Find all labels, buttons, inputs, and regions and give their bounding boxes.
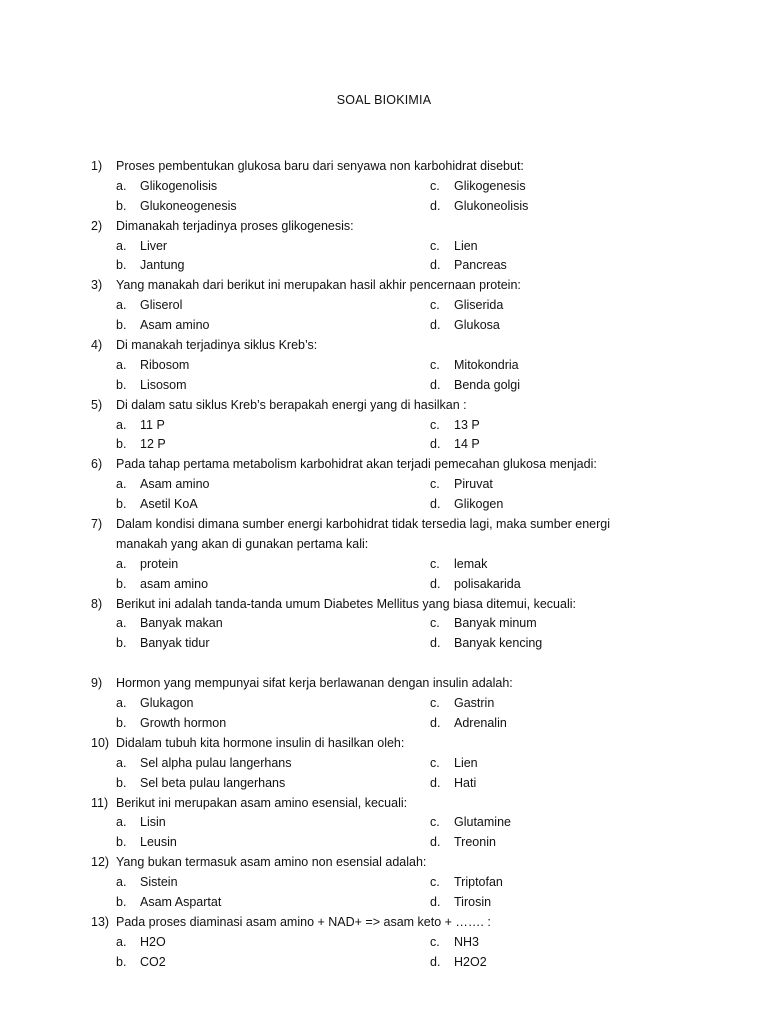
option-letter: b. xyxy=(116,258,127,273)
option-row xyxy=(0,873,768,893)
option-letter: c. xyxy=(430,477,440,492)
option-text: NH3 xyxy=(454,934,480,949)
option-row xyxy=(0,495,768,515)
option-letter: b. xyxy=(116,894,127,909)
option-letter: c. xyxy=(430,934,440,949)
option-letter: d. xyxy=(430,954,441,969)
question-text: Hormon yang mempunyai sifat kerja berlawanan dengan insulin adalah: xyxy=(116,676,513,691)
question-number: 7) xyxy=(91,517,103,532)
option-text: Banyak minum xyxy=(454,616,537,631)
option-row xyxy=(0,197,768,217)
option-letter: b. xyxy=(116,377,127,392)
option-text: Benda golgi xyxy=(454,377,521,392)
question-number: 6) xyxy=(91,457,103,472)
option-row xyxy=(0,237,768,257)
option-letter: a. xyxy=(116,178,127,193)
option-text: Banyak makan xyxy=(140,616,223,631)
question-number: 9) xyxy=(91,676,103,691)
option-row xyxy=(0,714,768,734)
option-letter: b. xyxy=(116,576,127,591)
option-text: Jantung xyxy=(140,258,185,273)
option-letter: a. xyxy=(116,298,127,313)
question-text: Pada proses diaminasi asam amino + NAD+ => asam keto + ……. : xyxy=(116,914,491,929)
option-text: Glukosa xyxy=(454,318,500,333)
option-text: H2O2 xyxy=(454,954,487,969)
question-line xyxy=(0,515,768,535)
option-letter: c. xyxy=(430,696,440,711)
option-letter: a. xyxy=(116,616,127,631)
option-letter: c. xyxy=(430,417,440,432)
question-item xyxy=(0,734,768,794)
question-item xyxy=(0,336,768,396)
option-letter: b. xyxy=(116,715,127,730)
option-text: Gliserida xyxy=(454,298,504,313)
option-letter: c. xyxy=(430,357,440,372)
option-letter: d. xyxy=(430,835,441,850)
option-text: Sistein xyxy=(140,875,178,890)
question-line xyxy=(0,336,768,356)
option-letter: b. xyxy=(116,497,127,512)
question-item xyxy=(0,217,768,277)
option-letter: a. xyxy=(116,875,127,890)
option-text: Asam Aspartat xyxy=(140,894,222,909)
question-text: Yang manakah dari berikut ini merupakan hasil akhir pencernaan protein: xyxy=(116,278,521,293)
option-text: Asam amino xyxy=(140,318,210,333)
question-item xyxy=(0,913,768,973)
option-text: 12 P xyxy=(140,437,166,452)
option-text: Gliserol xyxy=(140,298,183,313)
option-row xyxy=(0,356,768,376)
question-line xyxy=(0,734,768,754)
question-number: 10) xyxy=(91,735,110,750)
option-text: Glikogenesis xyxy=(454,178,526,193)
question-text: Yang bukan termasuk asam amino non esensial adalah: xyxy=(116,855,427,870)
option-text: Ribosom xyxy=(140,357,190,372)
option-text: Mitokondria xyxy=(454,357,519,372)
option-row xyxy=(0,893,768,913)
option-letter: a. xyxy=(116,815,127,830)
question-item xyxy=(0,595,768,675)
question-line xyxy=(0,217,768,237)
option-text: protein xyxy=(140,556,179,571)
option-row xyxy=(0,933,768,953)
question-number: 8) xyxy=(91,596,103,611)
option-letter: a. xyxy=(116,238,127,253)
blank-line xyxy=(0,654,768,674)
question-number: 2) xyxy=(91,218,103,233)
option-letter: a. xyxy=(116,696,127,711)
option-letter: b. xyxy=(116,198,127,213)
option-letter: a. xyxy=(116,556,127,571)
page-title: SOAL BIOKIMIA xyxy=(336,93,432,107)
question-line xyxy=(0,396,768,416)
option-row xyxy=(0,694,768,714)
option-letter: d. xyxy=(430,258,441,273)
option-text: Asam amino xyxy=(140,477,210,492)
option-text: Banyak tidur xyxy=(140,636,210,651)
question-item xyxy=(0,455,768,515)
option-row xyxy=(0,416,768,436)
option-text: Glukoneogenesis xyxy=(140,198,237,213)
option-text: Glikogen xyxy=(454,497,504,512)
question-line xyxy=(0,794,768,814)
option-text: 13 P xyxy=(454,417,480,432)
option-text: Lien xyxy=(454,238,478,253)
option-row xyxy=(0,555,768,575)
question-item xyxy=(0,853,768,913)
question-line xyxy=(0,853,768,873)
option-letter: c. xyxy=(430,298,440,313)
option-letter: c. xyxy=(430,556,440,571)
question-text: Di dalam satu siklus Kreb’s berapakah energi yang di hasilkan : xyxy=(116,397,467,412)
option-text: Liver xyxy=(140,238,168,253)
question-text: Dimanakah terjadinya proses glikogenesis: xyxy=(116,218,354,233)
option-text: Sel alpha pulau langerhans xyxy=(140,755,292,770)
question-number: 4) xyxy=(91,338,103,353)
option-row xyxy=(0,475,768,495)
question-number: 3) xyxy=(91,278,103,293)
option-text: Banyak kencing xyxy=(454,636,543,651)
option-text: Piruvat xyxy=(454,477,493,492)
option-text: Glikogenolisis xyxy=(140,178,218,193)
option-row xyxy=(0,296,768,316)
option-row xyxy=(0,435,768,455)
option-row xyxy=(0,177,768,197)
option-text: Hati xyxy=(454,775,477,790)
option-text: Sel beta pulau langerhans xyxy=(140,775,286,790)
question-text: Berikut ini adalah tanda-tanda umum Diabetes Mellitus yang biasa ditemui, kecuali: xyxy=(116,596,576,611)
option-letter: b. xyxy=(116,318,127,333)
option-text: Glukoneolisis xyxy=(454,198,529,213)
option-letter: a. xyxy=(116,755,127,770)
option-text: Leusin xyxy=(140,835,177,850)
question-number: 11) xyxy=(91,795,109,810)
question-item xyxy=(0,674,768,734)
option-text: Growth hormon xyxy=(140,715,227,730)
question-line xyxy=(0,157,768,177)
question-text: Dalam kondisi dimana sumber energi karbohidrat tidak tersedia lagi, maka sumber energi xyxy=(116,517,610,532)
option-text: Glutamine xyxy=(454,815,511,830)
option-text: Lisosom xyxy=(140,377,187,392)
option-text: Gastrin xyxy=(454,696,495,711)
question-list xyxy=(0,157,768,973)
option-text: 14 P xyxy=(454,437,480,452)
question-line xyxy=(0,913,768,933)
option-text: polisakarida xyxy=(454,576,521,591)
option-text: Lisin xyxy=(140,815,166,830)
question-text: Proses pembentukan glukosa baru dari senyawa non karbohidrat disebut: xyxy=(116,159,524,173)
option-letter: c. xyxy=(430,875,440,890)
option-letter: c. xyxy=(430,616,440,631)
option-letter: d. xyxy=(430,198,441,213)
option-letter: a. xyxy=(116,934,127,949)
option-letter: d. xyxy=(430,497,441,512)
option-row xyxy=(0,833,768,853)
option-row xyxy=(0,754,768,774)
option-row xyxy=(0,316,768,336)
option-text: Adrenalin xyxy=(454,715,507,730)
question-text: manakah yang akan di gunakan pertama kali: xyxy=(116,536,369,551)
question-line xyxy=(0,276,768,296)
option-row xyxy=(0,813,768,833)
option-letter: d. xyxy=(430,377,441,392)
option-text: Lien xyxy=(454,755,478,770)
option-text: CO2 xyxy=(140,954,166,969)
question-item xyxy=(0,515,768,595)
question-line xyxy=(0,595,768,615)
option-letter: c. xyxy=(430,815,440,830)
option-letter: d. xyxy=(430,576,441,591)
option-text: asam amino xyxy=(140,576,209,591)
question-item xyxy=(0,276,768,336)
option-letter: c. xyxy=(430,178,440,193)
option-letter: b. xyxy=(116,775,127,790)
option-text: Treonin xyxy=(454,835,496,850)
option-text: Tirosin xyxy=(454,894,492,909)
option-letter: a. xyxy=(116,477,127,492)
question-item xyxy=(0,794,768,854)
option-letter: d. xyxy=(430,437,441,452)
option-letter: d. xyxy=(430,715,441,730)
question-line xyxy=(0,535,768,555)
question-number: 5) xyxy=(91,397,103,412)
question-line xyxy=(0,674,768,694)
option-text: Triptofan xyxy=(454,875,503,890)
question-text: Pada tahap pertama metabolism karbohidrat akan terjadi pemecahan glukosa menjadi: xyxy=(116,457,597,472)
option-letter: b. xyxy=(116,636,127,651)
option-row xyxy=(0,953,768,973)
question-item xyxy=(0,396,768,456)
question-number: 1) xyxy=(91,159,103,173)
option-row xyxy=(0,575,768,595)
option-letter: c. xyxy=(430,755,440,770)
option-row xyxy=(0,634,768,654)
option-letter: a. xyxy=(116,357,127,372)
question-text: Didalam tubuh kita hormone insulin di hasilkan oleh: xyxy=(116,735,405,750)
option-letter: c. xyxy=(430,238,440,253)
option-letter: d. xyxy=(430,318,441,333)
option-row xyxy=(0,256,768,276)
option-letter: d. xyxy=(430,894,441,909)
question-text: Berikut ini merupakan asam amino esensial, kecuali: xyxy=(116,795,408,810)
question-item xyxy=(0,157,768,217)
question-line xyxy=(0,455,768,475)
option-text: Glukagon xyxy=(140,696,194,711)
option-row xyxy=(0,376,768,396)
question-number: 13) xyxy=(91,914,110,929)
option-letter: a. xyxy=(116,417,127,432)
question-number: 12) xyxy=(91,855,110,870)
option-letter: d. xyxy=(430,636,441,651)
option-letter: b. xyxy=(116,437,127,452)
option-text: lemak xyxy=(454,556,488,571)
option-text: H2O xyxy=(140,934,166,949)
option-text: Asetil KoA xyxy=(140,497,198,512)
option-row xyxy=(0,614,768,634)
option-row xyxy=(0,774,768,794)
option-text: Pancreas xyxy=(454,258,507,273)
option-letter: d. xyxy=(430,775,441,790)
question-text: Di manakah terjadinya siklus Kreb’s: xyxy=(116,338,318,353)
option-letter: b. xyxy=(116,954,127,969)
option-letter: b. xyxy=(116,835,127,850)
option-text: 11 P xyxy=(140,417,165,432)
